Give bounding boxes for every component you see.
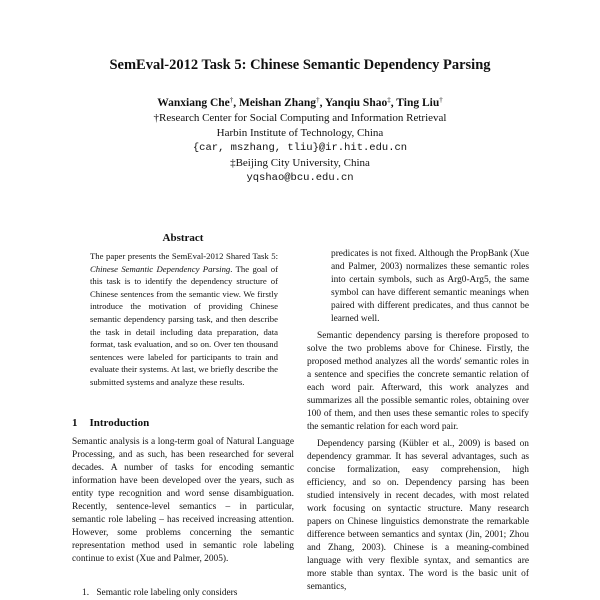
author-marker: †	[439, 96, 443, 104]
affiliation-line: ‡Beijing City University, China	[230, 157, 370, 169]
list-number: 1.	[82, 588, 90, 598]
affiliation-line: †Research Center for Social Computing and Information Retrieval	[153, 112, 447, 124]
abstract-body	[90, 250, 278, 389]
affiliation-email: yqshao@bcu.edu.cn	[246, 172, 354, 184]
author-name: Ting Liu	[396, 97, 440, 109]
abstract-task-name: Chinese Semantic Dependency Parsing	[90, 263, 231, 274]
author-name: Meishan Zhang	[239, 97, 317, 109]
list-item	[82, 588, 292, 598]
section-heading	[72, 417, 149, 429]
author-marker: †	[229, 96, 234, 104]
section-title: Introduction	[89, 417, 150, 429]
right-column-text	[307, 248, 529, 594]
author-name: Yanqiu Shao	[324, 97, 388, 109]
author-marker: ‡	[387, 96, 391, 104]
affiliation-line: Harbin Institute of Technology, China	[216, 127, 384, 139]
paragraph: predicates is not fixed. Although the PropBank (Xue and Palmer, 2003) normalizes these semantic roles into certain symbols, such as Arg0-Arg5, the same symbol can have different semantic meanings when paired with different predicates, and thus cannot be learned well.	[331, 249, 529, 324]
author-list: Wanxiang Che†, Meishan Zhang†, Yanqiu Shao‡, Ting Liu†	[157, 96, 443, 109]
paragraph: Dependency parsing (Kübler et al., 2009) is based on dependency grammar. It has several advantages, such as concise formalization, easy comprehension, high efficiency, and so on. Dependency parsing has been studied intensively in recent decades, with most related work focusing on syntactic structure. Many research papers on Chinese linguistics demonstrate the remarkable difference between semantics and syntax (Jin, 2001; Zhou and Zhang, 2003). Chinese is a meaning-combined language with very flexible syntax, and semantics are more stable than syntax. The word is the basic unit of semantics,	[307, 439, 529, 592]
abstract-heading: Abstract	[162, 232, 204, 244]
paragraph: Semantic analysis is a long-term goal of Natural Language Processing, and as such, has been researched for several decades. A number of tasks for encoding semantic information have been developed over the years, such as entity type recognition and word sense disambiguation. Recently, sentence-level semantics – in particular, semantic role labeling – has received increasing attention. However, some problems concerning the semantic representation method used in semantic role labeling continue to exist (Xue and Palmer, 2005).	[72, 437, 294, 564]
affiliation-email: {car, mszhang, tliu}@ir.hit.edu.cn	[192, 142, 408, 154]
author-name: Wanxiang Che	[157, 97, 230, 109]
list-text: Semantic role labeling only considers	[96, 588, 238, 598]
paragraph: Semantic dependency parsing is therefore proposed to solve the two problems above for Chinese. Firstly, the proposed method analyzes all the words' semantic roles in a sentence and specifies the concrete semantic relation of each word pair. Afterward, this work analyzes and summarizes all the possible semantic roles, obtaining over 100 of them, and then uses these semantic roles to specify the semantic relation for each word pair.	[307, 331, 529, 432]
abstract-text: . The goal of this task is to identify the dependency structure of Chinese sentences from the semantic view. We firstly introduce the motivation of providing Chinese semantic dependency parsing task, and then describe the task in detail including data preparation, data format, task evaluation, and so on. Over ten thousand sentences were labeled for participants to train and evaluate their systems. At last, we briefly describe the submitted systems and analyze these results.	[90, 263, 278, 387]
author-marker: †	[316, 96, 320, 104]
paper-title: SemEval-2012 Task 5: Chinese Semantic Dependency Parsing	[109, 57, 491, 73]
section-number: 1	[72, 417, 78, 429]
abstract-text: The paper presents the SemEval-2012 Shared Task 5:	[90, 251, 278, 261]
left-column-text	[72, 436, 294, 566]
